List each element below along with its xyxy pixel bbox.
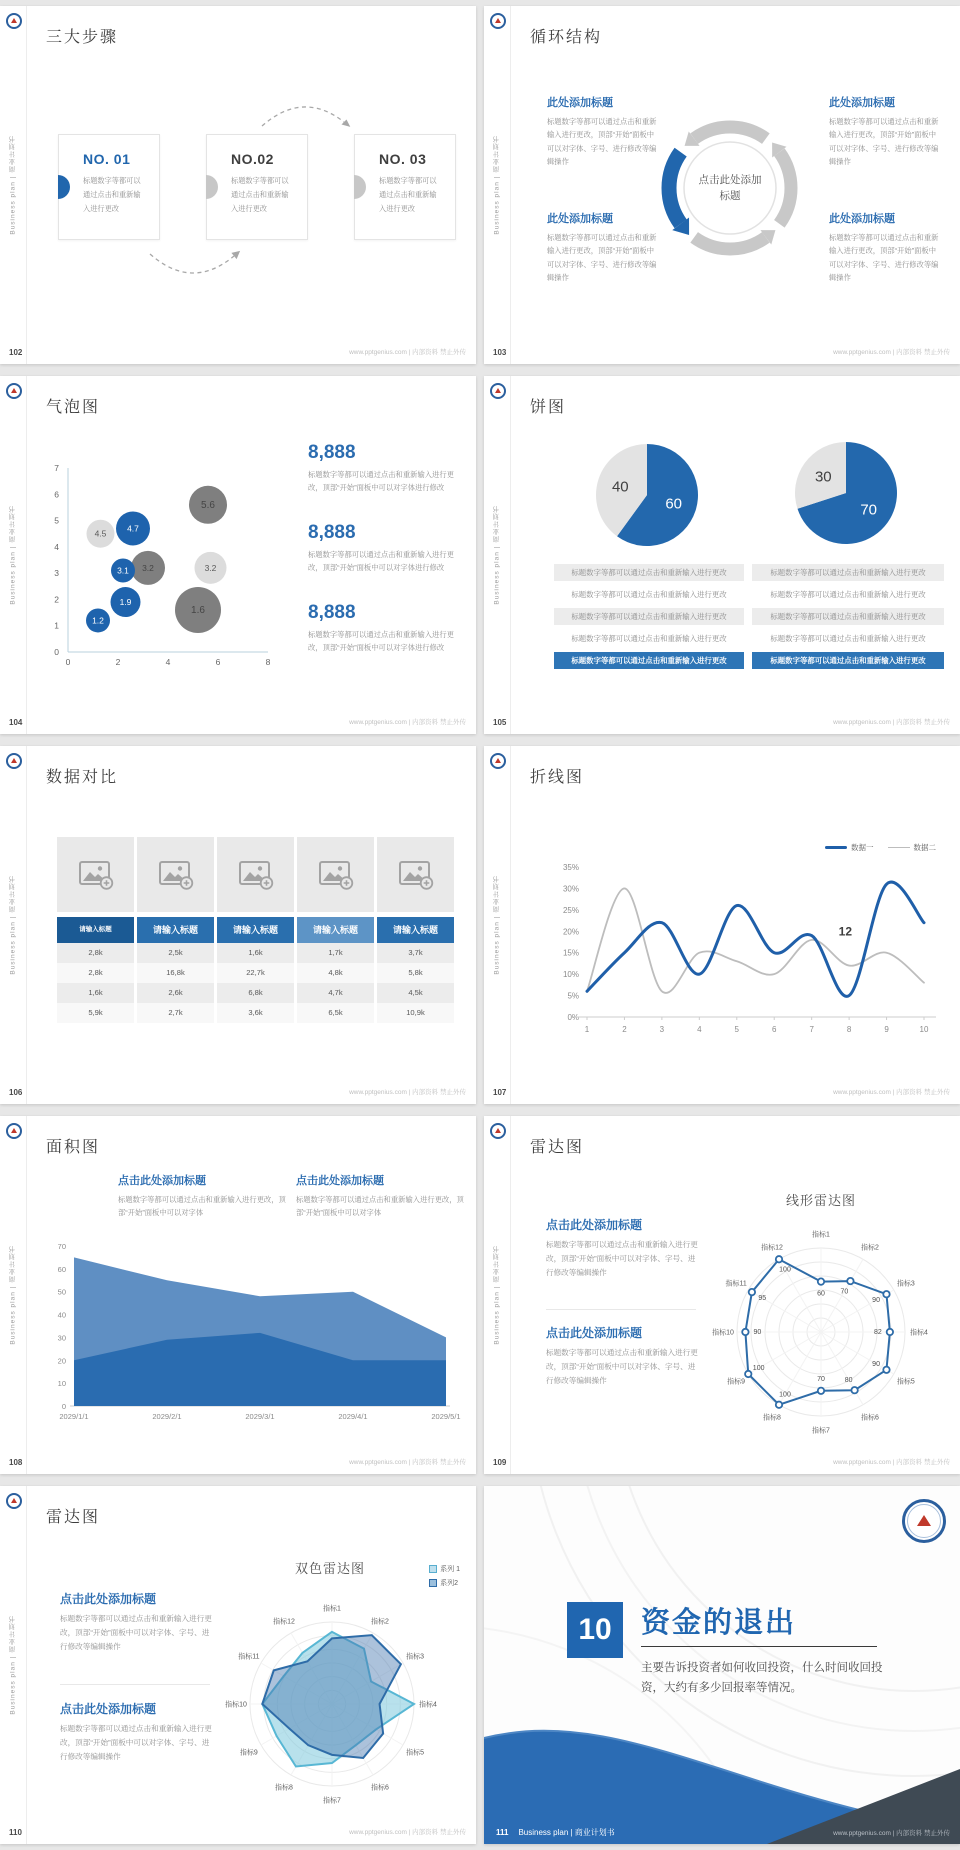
image-placeholder-icon xyxy=(57,837,134,912)
bubble-chart xyxy=(28,460,282,682)
table-cell: 4,5k xyxy=(377,983,454,1003)
block-body: 标题数字等都可以通过点击和重新输入进行更改，顶部“开始”面板中可以对字体、字号、进行修改等编辑操作 xyxy=(829,233,939,283)
legend-label: 数据一 xyxy=(851,843,874,852)
svg-text:指标9: 指标9 xyxy=(239,1749,258,1757)
svg-text:指标10: 指标10 xyxy=(225,1701,247,1709)
slide-103-cycle-structure[interactable] xyxy=(484,6,960,364)
cycle-center-label: 点击此处添加标题 xyxy=(698,174,762,203)
brand-logo-icon xyxy=(490,383,506,399)
svg-text:70: 70 xyxy=(840,1288,849,1296)
svg-text:100: 100 xyxy=(752,1365,765,1372)
legend-label: 数据二 xyxy=(913,843,936,852)
sidebar-vertical-label: Business plan | 商业计划书 xyxy=(493,135,501,235)
table-cell: 2,6k xyxy=(137,983,214,1003)
legend-label: 系列 1 xyxy=(440,1566,460,1573)
caption-row-highlight: 标题数字等都可以通过点击和重新输入进行更改 xyxy=(752,652,944,669)
svg-text:50: 50 xyxy=(57,1287,66,1297)
table-cell: 1,7k xyxy=(297,943,374,963)
caption-row-highlight: 标题数字等都可以通过点击和重新输入进行更改 xyxy=(554,652,744,669)
table-header-cell: 请输入标题 xyxy=(57,917,134,943)
svg-text:90: 90 xyxy=(753,1329,762,1336)
svg-text:指标10: 指标10 xyxy=(712,1329,734,1337)
stat-body: 标题数字等都可以通过点击和重新输入进行更改，顶部“开始”面板中可以对字体进行修改 xyxy=(308,550,454,573)
cycle-text-block-4 xyxy=(829,210,941,285)
block-body: 标题数字等都可以通过点击和重新输入进行更改，顶部“开始”面板中可以对字体、字号、进行修改等编辑操作 xyxy=(546,1240,698,1278)
brand-logo-icon xyxy=(6,1493,22,1509)
slide-106-data-table[interactable] xyxy=(0,746,476,1104)
stat-value: 8,888 xyxy=(308,522,356,543)
svg-text:指标11: 指标11 xyxy=(238,1653,260,1661)
svg-text:60: 60 xyxy=(817,1290,825,1298)
slide-sidebar xyxy=(0,746,27,1104)
slide-sidebar xyxy=(0,1486,27,1844)
slide-title: 循环结构 xyxy=(530,29,603,46)
step-card-3 xyxy=(354,134,456,240)
svg-text:8: 8 xyxy=(846,1025,852,1034)
slide-111-section-divider[interactable] xyxy=(484,1486,960,1844)
svg-text:90: 90 xyxy=(872,1360,880,1368)
cycle-text-block-1 xyxy=(547,94,659,169)
block-title: 点击此处添加标题 xyxy=(60,1592,157,1606)
page-number: 106 xyxy=(9,1088,23,1097)
table-cell: 6,8k xyxy=(217,983,294,1003)
block-title: 此处添加标题 xyxy=(547,213,613,225)
table-cell: 22,7k xyxy=(217,963,294,983)
sidebar-vertical-label: Business plan | 商业计划书 xyxy=(9,1245,17,1345)
svg-text:4.7: 4.7 xyxy=(127,523,139,534)
slide-108-area-chart[interactable] xyxy=(0,1116,476,1474)
block-divider xyxy=(60,1684,210,1685)
svg-text:10: 10 xyxy=(919,1025,929,1034)
svg-text:5: 5 xyxy=(734,1025,740,1034)
area-text-block-1 xyxy=(118,1172,290,1220)
svg-text:10%: 10% xyxy=(562,970,579,980)
svg-text:指标7: 指标7 xyxy=(812,1427,830,1435)
block-title: 点击此处添加标题 xyxy=(60,1702,157,1716)
svg-text:2029/3/1: 2029/3/1 xyxy=(245,1412,275,1421)
svg-text:0%: 0% xyxy=(567,1013,579,1022)
svg-text:4: 4 xyxy=(697,1025,702,1034)
svg-text:指标8: 指标8 xyxy=(763,1414,781,1422)
table-cell: 4,8k xyxy=(297,963,374,983)
table-cell: 5,8k xyxy=(377,963,454,983)
page-number: 102 xyxy=(9,348,23,357)
svg-text:指标3: 指标3 xyxy=(406,1653,425,1661)
svg-text:25%: 25% xyxy=(562,905,579,915)
stat-block-2 xyxy=(308,522,460,574)
page-number: 110 xyxy=(9,1828,22,1837)
caption-row: 标题数字等都可以通过点击和重新输入进行更改 xyxy=(571,590,727,599)
radar-line-chart xyxy=(693,1204,949,1460)
svg-text:指标11: 指标11 xyxy=(725,1280,747,1288)
svg-text:指标9: 指标9 xyxy=(727,1378,746,1386)
svg-text:2029/5/1: 2029/5/1 xyxy=(431,1412,461,1421)
block-title: 此处添加标题 xyxy=(547,97,613,109)
image-placeholder-icon xyxy=(297,837,374,912)
step-number: NO. 03 xyxy=(379,151,427,167)
table-header-cell: 请输入标题 xyxy=(377,917,454,943)
radar-filled-chart xyxy=(204,1572,460,1834)
radar-text-block-1 xyxy=(546,1216,698,1280)
table-cell: 2,5k xyxy=(137,943,214,963)
brand-logo-icon xyxy=(6,1123,22,1139)
footer-label: Business plan | 商业计划书 xyxy=(518,1828,615,1837)
svg-text:3: 3 xyxy=(54,568,59,579)
slide-title: 雷达图 xyxy=(46,1509,101,1526)
block-divider xyxy=(546,1309,696,1310)
svg-text:70: 70 xyxy=(860,501,878,519)
svg-text:15%: 15% xyxy=(562,948,579,958)
pie-right-caption-list xyxy=(752,564,944,674)
slide-sidebar xyxy=(0,376,27,734)
slide-109-radar-line[interactable] xyxy=(484,1116,960,1474)
page-number: 107 xyxy=(493,1088,507,1097)
stat-body: 标题数字等都可以通过点击和重新输入进行更改，顶部“开始”面板中可以对字体进行修改 xyxy=(308,630,454,653)
svg-text:90: 90 xyxy=(872,1297,880,1305)
svg-text:2: 2 xyxy=(54,594,59,605)
table-row xyxy=(57,963,454,983)
image-placeholder-icon xyxy=(217,837,294,912)
svg-text:40: 40 xyxy=(611,478,629,496)
caption-row: 标题数字等都可以通过点击和重新输入进行更改 xyxy=(770,634,926,643)
svg-text:5%: 5% xyxy=(567,991,579,1001)
page-number: 104 xyxy=(9,718,23,727)
svg-text:3.2: 3.2 xyxy=(142,562,154,573)
legend-line-swatch xyxy=(888,847,910,849)
svg-text:2: 2 xyxy=(622,1025,627,1034)
svg-text:80: 80 xyxy=(844,1376,853,1384)
page-number: 108 xyxy=(9,1458,23,1467)
area-text-block-2 xyxy=(296,1172,468,1220)
table-header-cell: 请输入标题 xyxy=(137,917,214,943)
svg-text:指标6: 指标6 xyxy=(861,1414,879,1422)
step-body-text: 标题数字等都可以通过点击和重新输入进行更改 xyxy=(379,176,437,214)
svg-text:3.2: 3.2 xyxy=(204,562,217,573)
slide-sidebar xyxy=(484,1116,511,1474)
legend-item xyxy=(888,842,937,853)
svg-text:0: 0 xyxy=(65,657,71,667)
pie-chart-left xyxy=(592,440,702,550)
radar-text-block-1 xyxy=(60,1590,215,1654)
block-body: 标题数字等都可以通过点击和重新输入进行更改，顶部“开始”面板中可以对字体、字号、进行修改等编辑操作 xyxy=(547,233,657,283)
image-placeholder-row xyxy=(57,837,454,912)
sidebar-vertical-label: Business plan | 商业计划书 xyxy=(9,1615,17,1715)
footer-watermark: www.pptgenius.com | 内部资料 禁止外传 xyxy=(349,349,466,356)
table-row xyxy=(57,983,454,1003)
svg-text:60: 60 xyxy=(57,1264,66,1274)
slide-title: 雷达图 xyxy=(530,1139,585,1156)
sidebar-vertical-label: Business plan | 商业计划书 xyxy=(9,135,17,235)
slide-sidebar xyxy=(484,746,511,1104)
slide-title: 折线图 xyxy=(530,769,585,786)
table-cell: 1,6k xyxy=(217,943,294,963)
svg-text:5.6: 5.6 xyxy=(201,499,215,511)
svg-text:5: 5 xyxy=(54,515,59,526)
image-placeholder-icon xyxy=(137,837,214,912)
radar-text-block-2 xyxy=(546,1324,698,1388)
svg-text:0: 0 xyxy=(54,647,59,657)
svg-text:指标7: 指标7 xyxy=(323,1797,341,1805)
brand-logo-icon xyxy=(490,1123,506,1139)
svg-text:60: 60 xyxy=(665,495,683,513)
line-chart-legend xyxy=(825,842,936,853)
svg-text:指标3: 指标3 xyxy=(896,1280,915,1288)
slide-105-pie-charts[interactable] xyxy=(484,376,960,734)
slide-102-three-steps[interactable] xyxy=(0,6,476,364)
svg-text:6: 6 xyxy=(54,489,59,500)
stat-body: 标题数字等都可以通过点击和重新输入进行更改，顶部“开始”面板中可以对字体进行修改 xyxy=(308,470,454,493)
svg-text:0: 0 xyxy=(61,1402,66,1411)
svg-text:指标4: 指标4 xyxy=(910,1329,928,1337)
svg-text:1: 1 xyxy=(54,620,59,631)
svg-text:7: 7 xyxy=(809,1025,814,1034)
svg-text:3: 3 xyxy=(659,1025,665,1034)
block-body: 标题数字等都可以通过点击和重新输入进行更改，顶部“开始”面板中可以对字体、字号、进行修改等编辑操作 xyxy=(60,1724,212,1762)
svg-text:6: 6 xyxy=(771,1025,777,1034)
sidebar-vertical-label: Business plan | 商业计划书 xyxy=(9,505,17,605)
sidebar-vertical-label: Business plan | 商业计划书 xyxy=(9,875,17,975)
comparison-table xyxy=(57,917,454,1023)
block-body: 标题数字等都可以通过点击和重新输入进行更改，顶部“开始”面板中可以对字体 xyxy=(296,1195,464,1218)
footer-watermark: www.pptgenius.com | 内部资料 禁止外传 xyxy=(833,1459,950,1466)
svg-text:指标6: 指标6 xyxy=(371,1784,389,1792)
brand-logo-icon xyxy=(6,383,22,399)
table-cell: 1,6k xyxy=(57,983,134,1003)
svg-text:70: 70 xyxy=(57,1242,66,1251)
caption-row: 标题数字等都可以通过点击和重新输入进行更改 xyxy=(752,608,944,625)
brand-logo-icon xyxy=(490,13,506,29)
svg-text:4: 4 xyxy=(165,657,171,667)
svg-text:指标5: 指标5 xyxy=(896,1378,915,1386)
svg-text:指标5: 指标5 xyxy=(406,1749,425,1757)
caption-row: 标题数字等都可以通过点击和重新输入进行更改 xyxy=(770,590,926,599)
svg-text:指标1: 指标1 xyxy=(812,1231,830,1239)
svg-text:100: 100 xyxy=(779,1391,791,1399)
svg-text:指标2: 指标2 xyxy=(371,1618,389,1626)
image-placeholder-icon xyxy=(377,837,454,912)
svg-text:4.5: 4.5 xyxy=(94,528,107,539)
step-card-1 xyxy=(58,134,160,240)
table-cell: 2,8k xyxy=(57,943,134,963)
title-underline xyxy=(641,1646,877,1647)
svg-text:1.9: 1.9 xyxy=(119,597,132,608)
page-number: 111 xyxy=(496,1828,509,1837)
svg-text:指标12: 指标12 xyxy=(761,1244,783,1252)
section-number: 10 xyxy=(567,1602,623,1658)
table-cell: 16,8k xyxy=(137,963,214,983)
stat-value: 8,888 xyxy=(308,602,356,623)
section-body: 主要告诉投资者如何收回投资，什么时间收回投资，大约有多少回报率等情况。 xyxy=(641,1662,883,1695)
svg-text:30: 30 xyxy=(814,468,832,486)
sidebar-vertical-label: Business plan | 商业计划书 xyxy=(493,1245,501,1345)
block-title: 此处添加标题 xyxy=(829,97,895,109)
table-cell: 3,6k xyxy=(217,1003,294,1023)
table-header-row xyxy=(57,917,454,943)
table-cell: 2,8k xyxy=(57,963,134,983)
page-number: 103 xyxy=(493,348,507,357)
svg-text:2029/2/1: 2029/2/1 xyxy=(152,1412,182,1421)
legend-line-swatch xyxy=(825,846,847,849)
table-header-cell: 请输入标题 xyxy=(217,917,294,943)
step-body-text: 标题数字等都可以通过点击和重新输入进行更改 xyxy=(231,176,289,214)
pie-left-caption-list xyxy=(554,564,744,674)
footer-watermark: www.pptgenius.com | 内部资料 禁止外传 xyxy=(833,349,950,356)
block-title: 点击此处添加标题 xyxy=(546,1218,643,1232)
table-cell: 4,7k xyxy=(297,983,374,1003)
slide-title: 饼图 xyxy=(530,399,567,416)
slide-title: 三大步骤 xyxy=(46,29,119,46)
svg-text:2: 2 xyxy=(115,657,121,667)
sidebar-vertical-label: Business plan | 商业计划书 xyxy=(493,505,501,605)
section-footer xyxy=(496,1827,615,1838)
caption-row: 标题数字等都可以通过点击和重新输入进行更改 xyxy=(571,634,727,643)
slide-104-bubble-chart[interactable] xyxy=(0,376,476,734)
block-body: 标题数字等都可以通过点击和重新输入进行更改，顶部“开始”面板中可以对字体、字号、进行修改等编辑操作 xyxy=(60,1614,212,1652)
svg-text:6: 6 xyxy=(215,657,221,667)
svg-text:1.2: 1.2 xyxy=(92,615,104,626)
slide-title: 数据对比 xyxy=(46,769,119,786)
svg-text:20: 20 xyxy=(57,1356,66,1366)
slide-title: 面积图 xyxy=(46,1139,101,1156)
table-cell: 5,9k xyxy=(57,1003,134,1023)
slide-110-radar-filled[interactable] xyxy=(0,1486,476,1844)
table-cell: 2,7k xyxy=(137,1003,214,1023)
block-title: 此处添加标题 xyxy=(829,213,895,225)
svg-text:9: 9 xyxy=(884,1025,889,1034)
footer-watermark: www.pptgenius.com | 内部资料 禁止外传 xyxy=(349,719,466,726)
svg-text:指标4: 指标4 xyxy=(419,1701,437,1709)
footer-watermark: www.pptgenius.com | 内部资料 禁止外传 xyxy=(349,1829,466,1836)
stat-block-3 xyxy=(308,602,460,654)
svg-text:30%: 30% xyxy=(562,884,579,894)
slide-sidebar xyxy=(484,6,511,364)
brand-logo-icon xyxy=(6,753,22,769)
cycle-text-block-3 xyxy=(829,94,941,169)
pie-chart-right xyxy=(791,438,901,548)
table-cell: 10,9k xyxy=(377,1003,454,1023)
block-body: 标题数字等都可以通过点击和重新输入进行更改，顶部“开始”面板中可以对字体、字号、进行修改等编辑操作 xyxy=(547,117,657,167)
caption-row: 标题数字等都可以通过点击和重新输入进行更改 xyxy=(554,608,744,625)
step-number: NO. 01 xyxy=(83,151,131,167)
svg-text:30: 30 xyxy=(57,1333,66,1343)
svg-text:70: 70 xyxy=(817,1375,825,1383)
svg-text:8: 8 xyxy=(265,657,271,667)
line-chart xyxy=(540,854,946,1042)
svg-text:指标1: 指标1 xyxy=(323,1605,341,1613)
footer-watermark: www.pptgenius.com | 内部资料 禁止外传 xyxy=(349,1089,466,1096)
svg-text:7: 7 xyxy=(54,463,59,473)
block-body: 标题数字等都可以通过点击和重新输入进行更改，顶部“开始”面板中可以对字体 xyxy=(118,1195,286,1218)
svg-text:1.6: 1.6 xyxy=(191,604,205,616)
table-row xyxy=(57,1003,454,1023)
svg-text:2029/4/1: 2029/4/1 xyxy=(338,1412,368,1421)
svg-text:95: 95 xyxy=(758,1295,767,1303)
radar-chart-title: 双色雷达图 xyxy=(294,1561,365,1576)
radar-text-block-2 xyxy=(60,1700,215,1764)
step-accent-semicircle xyxy=(206,175,218,199)
cycle-text-block-2 xyxy=(547,210,659,285)
stat-block-1 xyxy=(308,442,460,494)
step-accent-semicircle xyxy=(58,175,70,199)
footer-watermark: www.pptgenius.com | 内部资料 禁止外传 xyxy=(833,1089,950,1096)
svg-text:3.1: 3.1 xyxy=(117,565,129,576)
caption-row: 标题数字等都可以通过点击和重新输入进行更改 xyxy=(752,564,944,581)
svg-text:12: 12 xyxy=(838,924,853,939)
table-row xyxy=(57,943,454,963)
svg-text:指标2: 指标2 xyxy=(861,1244,879,1252)
step-number: NO.02 xyxy=(231,151,274,167)
legend-item xyxy=(825,842,874,853)
area-chart xyxy=(34,1234,474,1434)
svg-text:指标8: 指标8 xyxy=(275,1784,293,1792)
svg-text:100: 100 xyxy=(779,1266,791,1274)
svg-text:4: 4 xyxy=(54,541,59,552)
sidebar-vertical-label: Business plan | 商业计划书 xyxy=(493,875,501,975)
svg-text:指标12: 指标12 xyxy=(273,1618,295,1626)
radar-chart-title: 线形雷达图 xyxy=(785,1193,856,1208)
slide-sidebar xyxy=(0,1116,27,1474)
svg-text:1: 1 xyxy=(584,1025,590,1034)
svg-text:82: 82 xyxy=(873,1329,882,1336)
table-header-cell: 请输入标题 xyxy=(297,917,374,943)
footer-watermark: www.pptgenius.com | 内部资料 禁止外传 xyxy=(349,1459,466,1466)
svg-text:20%: 20% xyxy=(562,927,579,937)
section-title: 资金的退出 xyxy=(641,1607,797,1639)
slide-title: 气泡图 xyxy=(46,399,101,416)
table-cell: 6,5k xyxy=(297,1003,374,1023)
block-body: 标题数字等都可以通过点击和重新输入进行更改，顶部“开始”面板中可以对字体、字号、进行修改等编辑操作 xyxy=(546,1348,698,1386)
page-number: 109 xyxy=(493,1458,507,1467)
caption-row: 标题数字等都可以通过点击和重新输入进行更改 xyxy=(554,564,744,581)
legend-label: 系列2 xyxy=(440,1580,459,1587)
svg-text:35%: 35% xyxy=(562,863,579,872)
table-cell: 3,7k xyxy=(377,943,454,963)
footer-watermark: www.pptgenius.com | 内部资料 禁止外传 xyxy=(833,1830,950,1837)
step-accent-semicircle xyxy=(354,175,366,199)
block-title: 点击此处添加标题 xyxy=(118,1175,206,1187)
brand-logo-icon xyxy=(490,753,506,769)
block-title: 点击此处添加标题 xyxy=(546,1326,643,1340)
step-card-2 xyxy=(206,134,308,240)
block-title: 点击此处添加标题 xyxy=(296,1175,384,1187)
svg-text:40: 40 xyxy=(57,1310,66,1320)
step-body-text: 标题数字等都可以通过点击和重新输入进行更改 xyxy=(83,176,141,214)
page-number: 105 xyxy=(493,718,507,727)
slide-sidebar xyxy=(484,376,511,734)
brand-logo-icon xyxy=(902,1499,946,1543)
svg-text:10: 10 xyxy=(57,1379,66,1389)
stat-value: 8,888 xyxy=(308,442,356,463)
footer-watermark: www.pptgenius.com | 内部资料 禁止外传 xyxy=(833,719,950,726)
block-body: 标题数字等都可以通过点击和重新输入进行更改，顶部“开始”面板中可以对字体、字号、进行修改等编辑操作 xyxy=(829,117,939,167)
svg-text:2029/1/1: 2029/1/1 xyxy=(59,1412,89,1421)
slide-107-line-chart[interactable] xyxy=(484,746,960,1104)
